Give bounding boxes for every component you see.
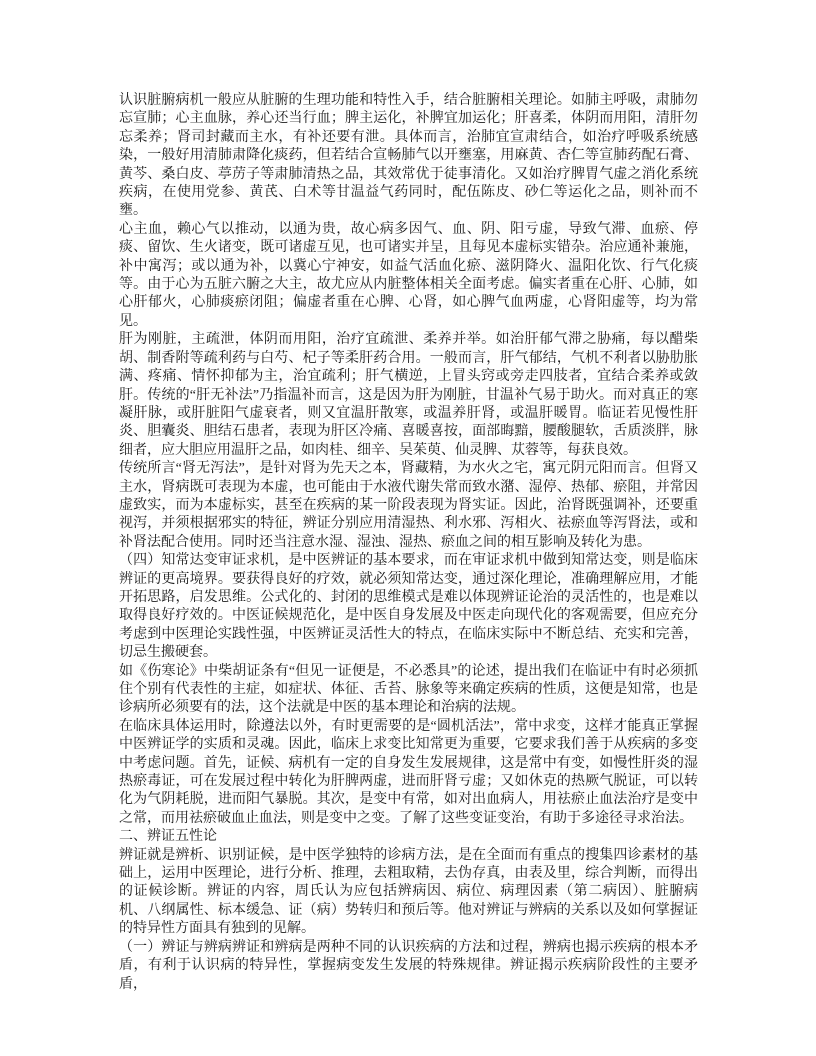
paragraph: （四）知常达变审证求机，是中医辨证的基本要求，而在审证求机中做到知常达变，则是临床辨证的更高境界。要获得良好的疗效，就必须知常达变，通过深化理论，准确理解应用，才能开拓思路，启发思维。公式化的、封闭的思维模式是难以体现辨证论治的灵活性的，也是难以取得良好疗效的。中医证候规范化，是中医自身发展及中医走向现代化的客观需要，但应充分考虑到中医理论实践性强，中医辨证灵活性大的特点，在临床实际中不断总结、充实和完善，切忌生搬硬套。 [119,553,698,661]
paragraph: 心主血，赖心气以推动，以通为贵，故心病多因气、血、阴、阳亏虚，导致气滞、血瘀、停痰、留饮、生火诸变，既可诸虚互见，也可诸实并呈，且每见本虚标实错杂。治应通补兼施，补中寓泻；或以通为补，以冀心宁神安，如益气活血化瘀、滋阴降火、温阳化饮、行气化痰等。由于心为五脏六腑之大主，故尤应从内脏整体相关全面考虑。偏实者重在心肝、心肺，如心肝郁火，心肺痰瘀闭阻；偏虚者重在心脾、心肾，如心脾气血两虚，心肾阳虚等，均为常见。 [119,221,698,329]
paragraph: 辨证就是辨析、识别证候，是中医学独特的诊病方法，是在全面而有重点的搜集四诊素材的基础上，运用中医理论，进行分析、推理，去粗取精，去伪存真，由表及里，综合判断，而得出的证候诊断。辨证的内容，周氏认为应包括辨病因、病位、病理因素（第二病因）、脏腑病机、八纲属性、标本缓急、证（病）势转归和预后等。他对辨证与辨病的关系以及如何掌握证的特异性方面具有独到的见解。 [119,847,698,937]
paragraph: （一）辨证与辨病辨证和辨病是两种不同的认识疾病的方法和过程，辨病也揭示疾病的根本矛盾，有利于认识病的特异性，掌握病变发生发展的特殊规律。辨证揭示疾病阶段性的主要矛盾， [119,939,698,992]
section-heading: 二、辨证五性论 [119,829,217,845]
paragraph: 如《伤寒论》中柴胡证条有“但见一证便是，不必悉具”的论述，提出我们在临证中有时必须抓住个别有代表性的主症，如症状、体征、舌苔、脉象等来确定疾病的性质，这便是知常，也是诊病所必须要有的法，这个法就是中医的基本理论和治病的法规。 [119,663,698,716]
paragraph: 肝为刚脏，主疏泄，体阴而用阳，治疗宜疏泄、柔养并举。如治肝郁气滞之胁痛，每以醋柴胡、制香附等疏利药与白芍、杞子等柔肝药合用。一般而言，肝气郁结，气机不利者以胁肋胀满、疼痛、情怀抑郁为主，治宜疏利；肝气横逆，上冒头窍或旁走四肢者，宜结合柔养或敛肝。传统的“肝无补法”乃指温补而言，这是因为肝为刚脏，甘温补气易于助火。而对真正的寒凝肝脉，或肝脏阳气虚衰者，则又宜温肝散寒，或温养肝肾，或温肝暖胃。临证若见慢性肝炎、胆囊炎、胆结石患者，表现为肝区冷痛、喜暖喜按，面部晦黯，腰酸腿软，舌质淡胖，脉细者，应大胆应用温肝之品，如肉桂、细辛、吴茱萸、仙灵脾、苁蓉等，每获良效。 [119,332,698,458]
text-block [119,92,698,994]
paragraph: 在临床具体运用时，除遵法以外，有时更需要的是“圆机活法”，常中求变，这样才能真正掌握中医辨证学的实质和灵魂。因此，临床上求变比知常更为重要，它要求我们善于从疾病的多变中考虑问题。首先，证候、病机有一定的自身发生发展规律，这是常中有变，如慢性肝炎的湿热瘀毒证，可在发展过程中转化为肝脾两虚，进而肝肾亏虚；又如休克的热厥气脱证，可以转化为气阴耗脱，进而阳气暴脱。其次，是变中有常，如对出血病人，用祛瘀止血法治疗是变中之常，而用祛瘀破血止血法，则是变中之变。了解了这些变证变治，有助于多途径寻求治法。 [119,718,698,826]
paragraph: 认识脏腑病机一般应从脏腑的生理功能和特性入手，结合脏腑相关理论。如肺主呼吸，肃肺勿忘宣肺；心主血脉，养心还当行血；脾主运化，补脾宜加运化；肝喜柔，体阴而用阳，清肝勿忘柔养；肾司封藏而主水，有补还要有泄。具体而言，治肺宜宣肃结合，如治疗呼吸系统感染，一般好用清肺肃降化痰药，但若结合宣畅肺气以开壅塞，用麻黄、杏仁等宣肺药配石膏、黄芩、桑白皮、葶苈子等肃肺清热之品，其效常优于徒事清化。又如治疗脾胃气虚之消化系统疾病，在使用党参、黄芪、白术等甘温益气药同时，配伍陈皮、砂仁等运化之品，则补而不壅。 [119,93,698,219]
paragraph: 传统所言“肾无泻法”，是针对肾为先天之本，肾藏精，为水火之宅，寓元阴元阳而言。但肾又主水，肾病既可表现为本虚，也可能由于水液代谢失常而致水潴、湿停、热郁、瘀阻，并常因虚致实，而为本虚标实，甚至在疾病的某一阶段表现为肾实证。因此，治肾既强调补，还要重视泻，并须根据邪实的特征，辨证分别应用清湿热、利水邪、泻相火、祛瘀血等泻肾法，或和补肾法配合使用。同时还当注意水湿、湿浊、湿热、瘀血之间的相互影响及转化为患。 [119,461,698,550]
